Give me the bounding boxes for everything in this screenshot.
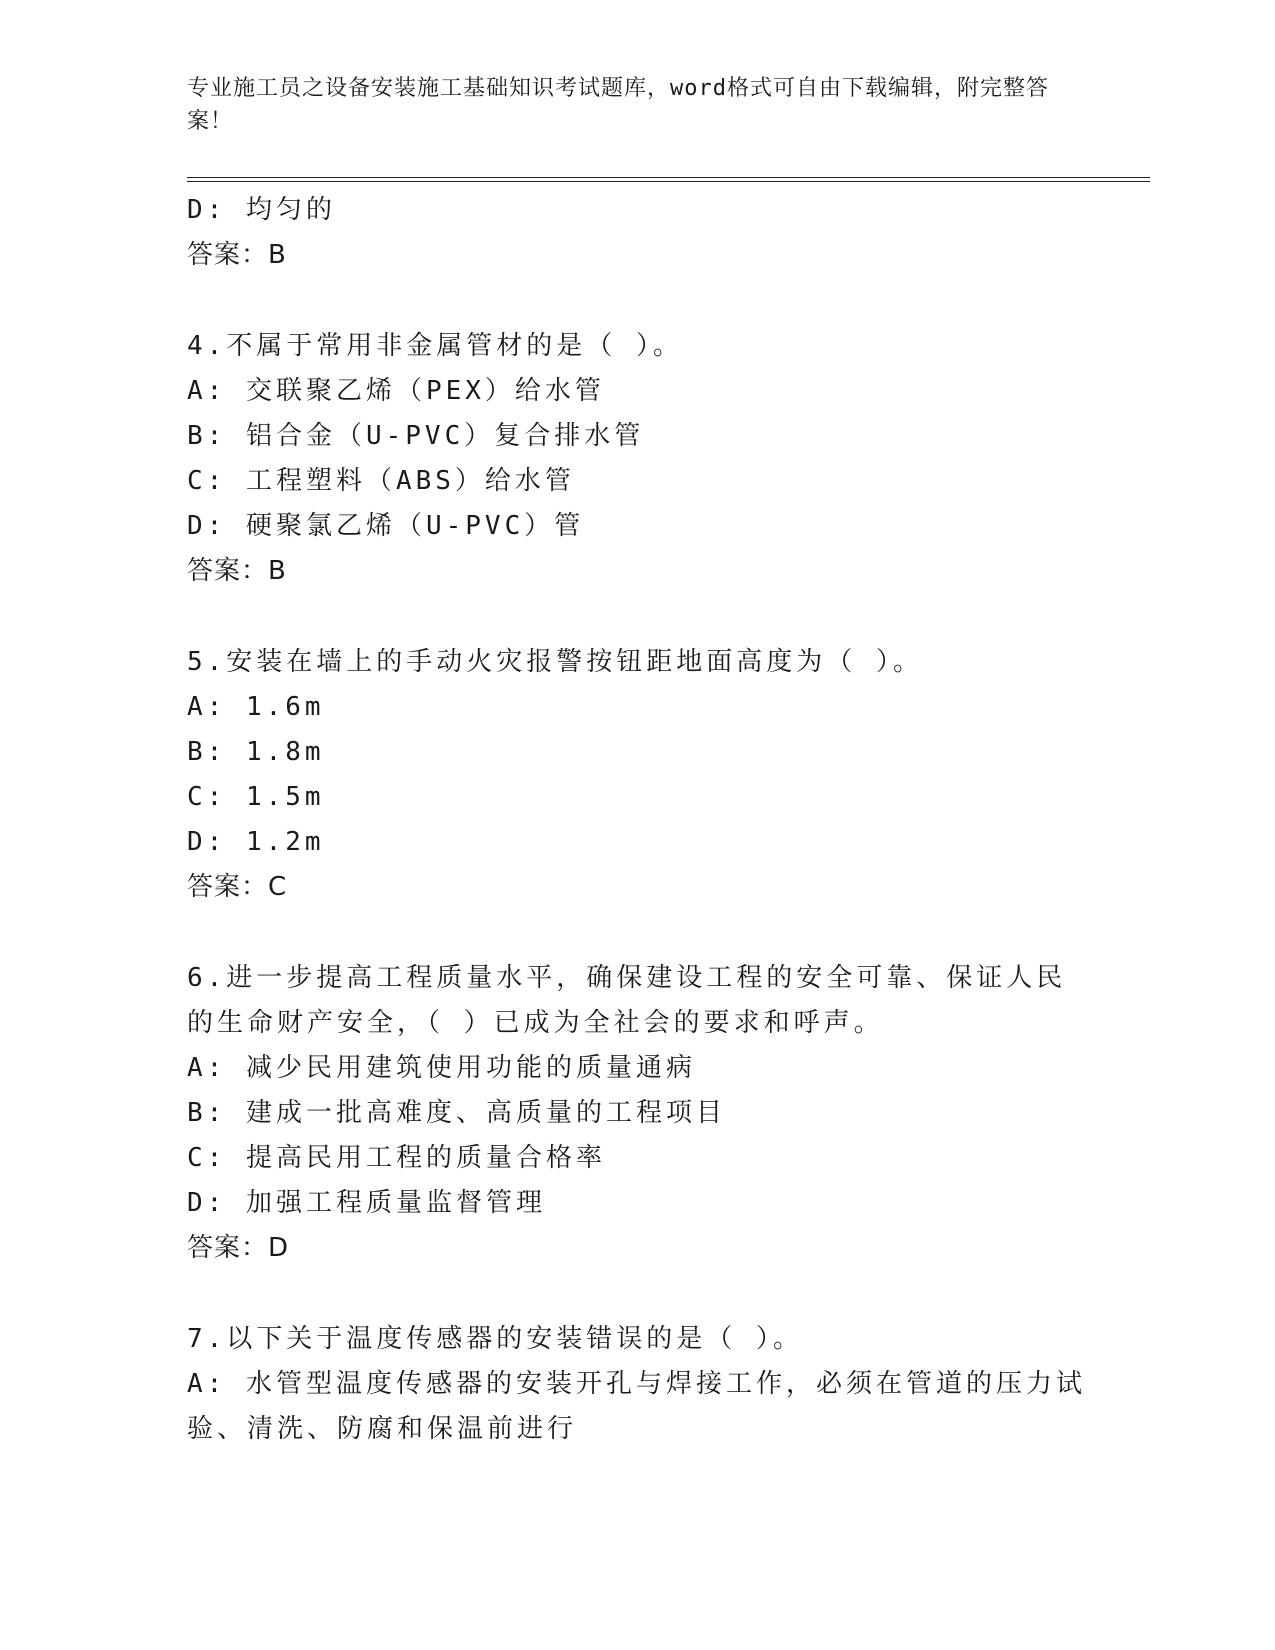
option-d: D: 1.2m xyxy=(187,827,325,857)
option-d: D: 均匀的 xyxy=(187,195,336,225)
option-b: B: 1.8m xyxy=(187,737,325,767)
question-4 xyxy=(187,324,1087,594)
option-c: C: 工程塑料（ABS）给水管 xyxy=(187,466,575,496)
option-a: A: 交联聚乙烯（PEX）给水管 xyxy=(187,376,605,406)
option-c: C: 1.5m xyxy=(187,782,325,812)
option-a: A: 1.6m xyxy=(187,692,325,722)
answer: 答案：D xyxy=(187,1233,290,1263)
option-d: D: 硬聚氯乙烯（U-PVC）管 xyxy=(187,511,585,541)
option-b: B: 建成一批高难度、高质量的工程项目 xyxy=(187,1098,726,1128)
question-6 xyxy=(187,956,1087,1271)
option-a: A: 水管型温度传感器的安装开孔与焊接工作，必须在管道的压力试验、清洗、防腐和保温前进行 xyxy=(187,1369,1086,1444)
question-7 xyxy=(187,1317,1087,1452)
option-a: A: 减少民用建筑使用功能的质量通病 xyxy=(187,1053,696,1083)
answer: 答案：B xyxy=(187,240,287,270)
answer: 答案：C xyxy=(187,872,288,902)
question-text: 4.不属于常用非金属管材的是（ ）。 xyxy=(187,331,683,361)
header-title: 专业施工员之设备安装施工基础知识考试题库，word格式可自由下载编辑，附完整答案！ xyxy=(187,76,1049,134)
document-header xyxy=(187,72,1067,138)
option-b: B: 铝合金（U-PVC）复合排水管 xyxy=(187,421,645,451)
question-5 xyxy=(187,640,1087,910)
option-d: D: 加强工程质量监督管理 xyxy=(187,1188,546,1218)
header-divider-thin xyxy=(187,177,1150,178)
answer: 答案：B xyxy=(187,556,287,586)
question-text: 7.以下关于温度传感器的安装错误的是（ ）。 xyxy=(187,1324,803,1354)
question-text: 6.进一步提高工程质量水平，确保建设工程的安全可靠、保证人民的生命财产安全，（ ）已成为全社会的要求和呼声。 xyxy=(187,963,1067,1038)
question-list xyxy=(187,188,1087,1452)
header-divider-thick xyxy=(187,181,1150,182)
question-text: 5.安装在墙上的手动火灾报警按钮距地面高度为（ ）。 xyxy=(187,647,923,677)
option-c: C: 提高民用工程的质量合格率 xyxy=(187,1143,606,1173)
